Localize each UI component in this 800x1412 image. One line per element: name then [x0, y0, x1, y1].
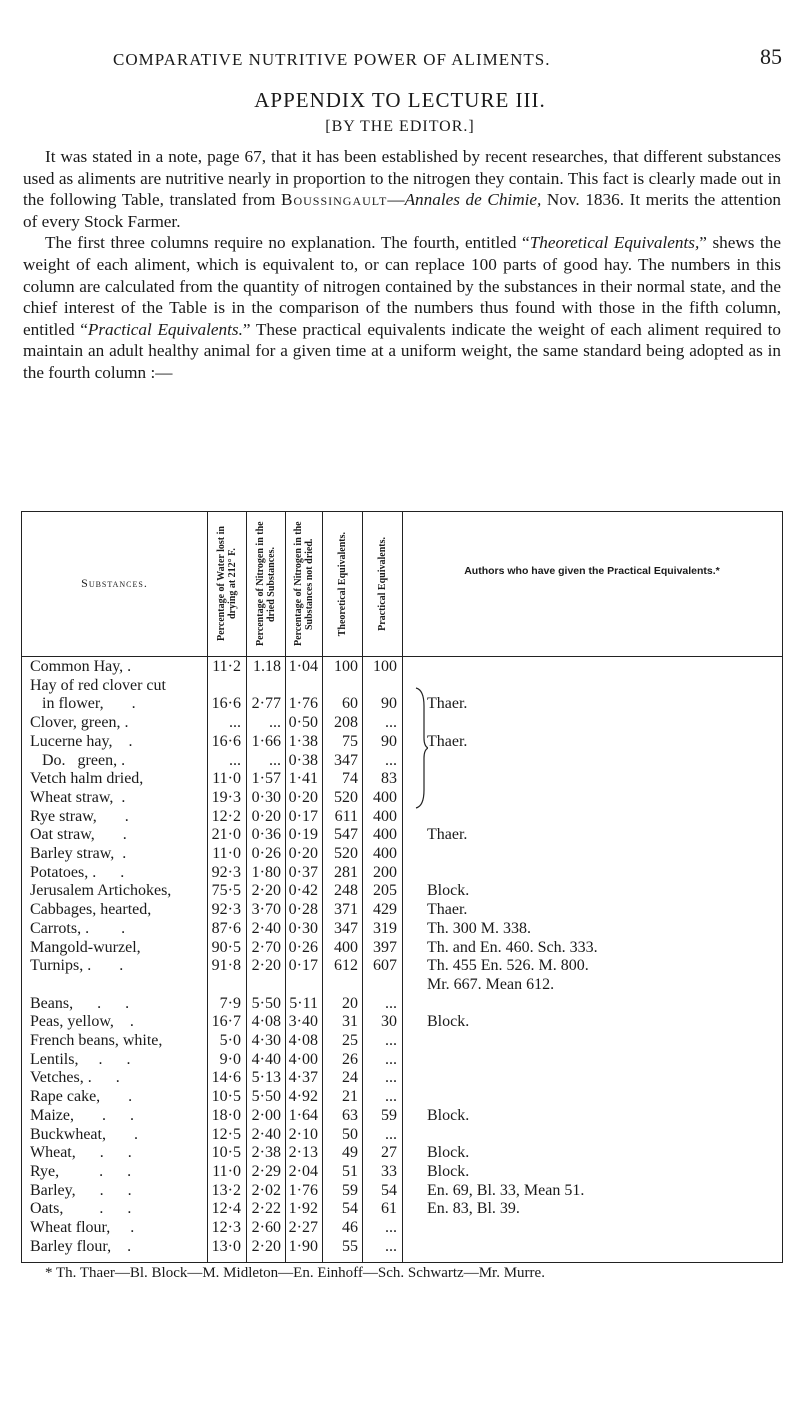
- cell-nn: 2·13: [288, 1144, 318, 1162]
- table-row: [22, 826, 782, 845]
- cell-pr: 400: [373, 788, 397, 806]
- substance-name: Jerusalem Artichokes,: [30, 882, 172, 900]
- cell-pr: 607: [373, 957, 397, 975]
- cell-nd: 4·40: [251, 1050, 281, 1068]
- cell-th: 50: [342, 1125, 358, 1143]
- cell-nn: 0·26: [288, 938, 318, 956]
- authors-cell: Thaer.: [427, 826, 468, 844]
- substance-name: Peas, yellow, .: [30, 1013, 134, 1031]
- authors-cell: Block.: [427, 1013, 470, 1031]
- substance-name: Common Hay, .: [30, 658, 132, 675]
- cell-pr: 100: [373, 658, 397, 675]
- cell-th: 51: [342, 1162, 358, 1180]
- cell-th: 520: [334, 845, 358, 862]
- cell-nd: 2·00: [251, 1106, 281, 1124]
- substance-name: Barley straw, .: [30, 845, 127, 862]
- cell-pr: 27: [381, 1144, 397, 1162]
- cell-nn: 4·00: [288, 1050, 318, 1068]
- cell-pr: ...: [385, 1069, 397, 1087]
- cell-pr: ...: [385, 1219, 397, 1236]
- cell-water: 16·7: [211, 1013, 241, 1031]
- appendix-title: APPENDIX TO LECTURE III.: [254, 88, 546, 112]
- table-row: [22, 1107, 782, 1126]
- cell-nn: 0·38: [288, 751, 318, 769]
- substance-name: Turnips, . .: [30, 957, 124, 975]
- substance-name: Oats, . .: [30, 1200, 132, 1218]
- cell-nn: 3·40: [288, 1013, 318, 1031]
- table-row: [22, 882, 782, 901]
- cell-water: 75·5: [211, 882, 241, 900]
- cell-pr: 90: [381, 732, 397, 750]
- cell-nn: 2·10: [288, 1125, 318, 1143]
- substance-name: Rye, . .: [30, 1162, 132, 1180]
- cell-nd: ...: [269, 751, 281, 769]
- table-row: [22, 939, 782, 958]
- cell-water: ...: [229, 714, 241, 732]
- table-row: [22, 1182, 782, 1201]
- cell-nn: 1·41: [288, 770, 318, 788]
- cell-nd: 2·29: [251, 1162, 281, 1180]
- substance-name: French beans, white,: [30, 1032, 163, 1049]
- cell-pr: ...: [385, 1050, 397, 1068]
- cell-nd: 1·57: [251, 770, 281, 788]
- cell-nn: 1·38: [288, 732, 318, 750]
- substance-name: Beans, . .: [30, 994, 130, 1012]
- cell-nd: 2·40: [251, 1125, 281, 1143]
- cell-th: 25: [342, 1032, 358, 1049]
- table-row: [22, 1200, 782, 1219]
- cell-nd: 2·20: [251, 1237, 281, 1255]
- cell-water: 10·5: [211, 1144, 241, 1162]
- table-row: [22, 1032, 782, 1051]
- authors-cell: Block.: [427, 1162, 470, 1180]
- cell-water: 87·6: [211, 919, 241, 937]
- cell-nd: 5·50: [251, 994, 281, 1012]
- cell-nd: 3·70: [251, 901, 281, 919]
- cell-nd: 2·22: [251, 1200, 281, 1218]
- cell-nn: 0·50: [288, 714, 318, 732]
- cell-water: 9·0: [219, 1050, 241, 1068]
- table-row: [22, 957, 782, 976]
- substance-name: Vetch halm dried,: [30, 770, 144, 788]
- cell-nd: ...: [269, 714, 281, 732]
- authors-cell: Thaer.: [427, 695, 468, 713]
- substance-name: Hay of red clover cut: [30, 676, 166, 694]
- cell-th: 60: [342, 695, 358, 713]
- substance-name: Maize, . .: [30, 1106, 134, 1124]
- substance-name: Do. green, .: [30, 751, 126, 769]
- cell-water: ...: [229, 751, 241, 769]
- cell-th: 49: [342, 1144, 358, 1162]
- cell-th: 26: [342, 1050, 358, 1068]
- cell-th: 24: [342, 1069, 358, 1087]
- cell-pr: ...: [385, 714, 397, 732]
- authors-cell: Th. 455 En. 526. M. 800.: [427, 957, 589, 975]
- cell-pr: 83: [381, 770, 397, 788]
- cell-pr: 61: [381, 1200, 397, 1218]
- header-nitrogen-dried: Percentage of Nitrogen in the dried Substances.: [254, 521, 277, 647]
- cell-th: 208: [334, 714, 358, 732]
- cell-th: 611: [334, 807, 358, 825]
- substance-name: Barley flour, .: [30, 1237, 132, 1255]
- cell-th: 248: [334, 882, 358, 900]
- running-head: COMPARATIVE NUTRITIVE POWER OF ALIMENTS.: [113, 50, 551, 69]
- cell-water: 13·0: [211, 1237, 241, 1255]
- cell-th: 63: [342, 1106, 358, 1124]
- substance-name: Carrots, . .: [30, 919, 126, 937]
- header-theoretical: Theoretical Equivalents.: [336, 531, 348, 637]
- cell-nn: 4·37: [288, 1069, 318, 1087]
- cell-water: 92·3: [211, 901, 241, 919]
- cell-th: 612: [334, 957, 358, 975]
- authors-cell: Mr. 667. Mean 612.: [427, 975, 555, 993]
- cell-nn: 1·04: [288, 658, 318, 675]
- cell-pr: 429: [373, 901, 397, 919]
- cell-nn: 2·27: [288, 1219, 318, 1236]
- table-row: [22, 677, 782, 696]
- substance-name: Clover, green, .: [30, 714, 129, 732]
- cell-nn: 1·76: [288, 1181, 318, 1199]
- cell-th: 21: [342, 1088, 358, 1106]
- cell-nn: 0·30: [288, 919, 318, 937]
- table-row: [22, 808, 782, 827]
- cell-th: 547: [334, 826, 358, 844]
- cell-th: 520: [334, 788, 358, 806]
- cell-pr: 200: [373, 863, 397, 881]
- substance-name: Rye straw, .: [30, 807, 129, 825]
- authors-cell: En. 83, Bl. 39.: [427, 1200, 520, 1218]
- cell-pr: 33: [381, 1162, 397, 1180]
- cell-nd: 0·30: [251, 788, 281, 806]
- brace-icon: [414, 686, 428, 810]
- cell-th: 75: [342, 732, 358, 750]
- cell-pr: 54: [381, 1181, 397, 1199]
- cell-pr: ...: [385, 1032, 397, 1049]
- cell-water: 16·6: [211, 695, 241, 713]
- cell-water: 92·3: [211, 863, 241, 881]
- table-row: [22, 752, 782, 771]
- table-row: [22, 695, 782, 714]
- cell-nd: 1·66: [251, 732, 281, 750]
- cell-nd: 4·30: [251, 1032, 281, 1049]
- cell-water: 19·3: [211, 788, 241, 806]
- cell-water: 21·0: [211, 826, 241, 844]
- footnote: * Th. Thaer—Bl. Block—M. Midleton—En. Einhoff—Sch. Schwartz—Mr. Murre.: [45, 1265, 545, 1281]
- table-row: [22, 920, 782, 939]
- cell-water: 7·9: [219, 994, 241, 1012]
- table-row: [22, 770, 782, 789]
- table-row: [22, 845, 782, 864]
- cell-water: 10·5: [211, 1088, 241, 1106]
- cell-water: 14·6: [211, 1069, 241, 1087]
- authors-cell: Block.: [427, 1106, 470, 1124]
- table-header: [22, 512, 782, 657]
- cell-water: 11·0: [212, 1162, 241, 1180]
- table-row: [22, 1238, 782, 1257]
- authors-cell: Th. 300 M. 338.: [427, 919, 531, 937]
- authors-cell: En. 69, Bl. 33, Mean 51.: [427, 1181, 585, 1199]
- paragraph-2: The first three columns require no explanation. The fourth, entitled “Theoretical Equivalents,” shews the weight of each aliment, which is equivalent to, or can replace 100 parts of good hay. The numbers in this column are calculated from the quantity of nitrogen contained by the substances in their normal state, and the chief interest of the Table is in the comparison of the numbers thus found with those in the fifth column, entitled “Practical Equivalents.” These practical equivalents indicate the weight of each aliment required to maintain an adult healthy animal for a given time at a uniform weight, the same standard being adopted as in the fourth column :—: [23, 233, 782, 382]
- cell-pr: 90: [381, 695, 397, 713]
- table-row: [22, 864, 782, 883]
- cell-pr: ...: [385, 751, 397, 769]
- cell-nn: 0·17: [288, 807, 318, 825]
- substance-name: Mangold-wurzel,: [30, 938, 141, 956]
- substance-name: Potatoes, . .: [30, 863, 125, 881]
- cell-nn: 0·42: [288, 882, 318, 900]
- substance-name: Cabbages, hearted,: [30, 901, 152, 919]
- cell-nd: 4·08: [251, 1013, 281, 1031]
- cell-th: 347: [334, 751, 358, 769]
- cell-th: 46: [342, 1219, 358, 1236]
- table-row: [22, 976, 782, 995]
- cell-th: 54: [342, 1200, 358, 1218]
- substance-name: Lucerne hay, .: [30, 732, 133, 750]
- table-row: [22, 901, 782, 920]
- cell-water: 11·0: [212, 845, 241, 862]
- cell-nd: 0·26: [251, 845, 281, 862]
- cell-nn: 4·08: [288, 1032, 318, 1049]
- cell-nd: 1·80: [251, 863, 281, 881]
- cell-nn: 2·04: [288, 1162, 318, 1180]
- table-row: [22, 1163, 782, 1182]
- page-number: 85: [760, 44, 782, 69]
- header-practical: Practical Equivalents.: [376, 537, 388, 631]
- authors-cell: Thaer.: [427, 901, 468, 919]
- cell-nd: 2·20: [251, 957, 281, 975]
- cell-th: 20: [342, 994, 358, 1012]
- cell-nn: 5·11: [289, 994, 318, 1012]
- cell-water: 12·5: [211, 1125, 241, 1143]
- cell-nn: 1·64: [288, 1106, 318, 1124]
- table-row: [22, 714, 782, 733]
- cell-water: 11·2: [212, 658, 241, 675]
- substance-name: Oat straw, .: [30, 826, 127, 844]
- cell-pr: 400: [373, 807, 397, 825]
- body-text: [23, 146, 781, 384]
- cell-th: 55: [342, 1237, 358, 1255]
- cell-nn: 0·28: [288, 901, 318, 919]
- cell-th: 281: [334, 863, 358, 881]
- cell-water: 12·3: [211, 1219, 241, 1236]
- table-row: [22, 733, 782, 752]
- cell-nd: 2·60: [251, 1219, 281, 1236]
- cell-water: 16·6: [211, 732, 241, 750]
- header-substances: Substances.: [81, 576, 148, 590]
- cell-pr: ...: [385, 1088, 397, 1106]
- substance-name: Wheat straw, .: [30, 788, 126, 806]
- header-water: Percentage of Water lost in drying at 212° F.: [215, 526, 238, 642]
- table-row: [22, 1219, 782, 1238]
- paragraph-1: It was stated in a note, page 67, that it has been established by recent researches, that different substances used as aliments are nutritive nearly in proportion to the nitrogen they contain. This fact is clearly made out in the following Table, translated from Boussingault—Annales de Chimie, Nov. 1836. It merits the attention of every Stock Farmer.: [23, 147, 782, 231]
- cell-water: 12·2: [211, 807, 241, 825]
- table-row: [22, 1088, 782, 1107]
- cell-water: 5·0: [219, 1032, 241, 1049]
- authors-cell: Block.: [427, 1144, 470, 1162]
- substance-name: Vetches, . .: [30, 1069, 120, 1087]
- substance-name: Barley, . .: [30, 1181, 132, 1199]
- cell-nn: 1·92: [288, 1200, 318, 1218]
- cell-pr: 400: [373, 845, 397, 862]
- cell-th: 347: [334, 919, 358, 937]
- substance-name: Wheat flour, .: [30, 1219, 135, 1236]
- table-row: [22, 1051, 782, 1070]
- cell-nd: 2·70: [251, 938, 281, 956]
- cell-water: 18·0: [211, 1106, 241, 1124]
- cell-nd: 0·36: [251, 826, 281, 844]
- substance-name: Wheat, . .: [30, 1144, 132, 1162]
- cell-th: 371: [334, 901, 358, 919]
- cell-pr: 397: [373, 938, 397, 956]
- table-row: [22, 658, 782, 677]
- header-authors: Authors who have given the Practical Equivalents.*: [464, 565, 720, 577]
- substance-name: Lentils, . .: [30, 1050, 131, 1068]
- cell-pr: 59: [381, 1106, 397, 1124]
- cell-nn: 0·20: [288, 845, 318, 862]
- cell-nn: 1·76: [288, 695, 318, 713]
- cell-nd: 1.18: [253, 658, 281, 675]
- substance-name: Rape cake, .: [30, 1088, 133, 1106]
- cell-pr: 400: [373, 826, 397, 844]
- cell-nd: 5·50: [251, 1088, 281, 1106]
- cell-nd: 2·77: [251, 695, 281, 713]
- authors-cell: Block.: [427, 882, 470, 900]
- table-row: [22, 1069, 782, 1088]
- cell-nn: 4·92: [288, 1088, 318, 1106]
- authors-cell: Th. and En. 460. Sch. 333.: [427, 938, 598, 956]
- cell-water: 11·0: [212, 770, 241, 788]
- cell-pr: ...: [385, 994, 397, 1012]
- cell-nd: 2·02: [251, 1181, 281, 1199]
- cell-th: 74: [342, 770, 358, 788]
- byline: [BY THE EDITOR.]: [325, 118, 475, 135]
- cell-water: 12·4: [211, 1200, 241, 1218]
- cell-water: 91·8: [211, 957, 241, 975]
- cell-nd: 2·38: [251, 1144, 281, 1162]
- table-row: [22, 1144, 782, 1163]
- cell-nn: 1·90: [288, 1237, 318, 1255]
- cell-th: 59: [342, 1181, 358, 1199]
- cell-water: 13·2: [211, 1181, 241, 1199]
- cell-nn: 0·17: [288, 957, 318, 975]
- cell-pr: 205: [373, 882, 397, 900]
- table-row: [22, 789, 782, 808]
- cell-nn: 0·19: [288, 826, 318, 844]
- cell-nd: 2·20: [251, 882, 281, 900]
- equivalents-table: [21, 511, 783, 1263]
- cell-nn: 0·37: [288, 863, 318, 881]
- header-nitrogen-not-dried: Percentage of Nitrogen in the Substances not dried.: [292, 521, 315, 647]
- cell-nd: 0·20: [251, 807, 281, 825]
- substance-name: Buckwheat, .: [30, 1125, 138, 1143]
- cell-pr: 30: [381, 1013, 397, 1031]
- cell-nd: 2·40: [251, 919, 281, 937]
- substance-name: in flower, .: [30, 695, 136, 713]
- cell-th: 400: [334, 938, 358, 956]
- cell-pr: ...: [385, 1125, 397, 1143]
- authors-cell: Thaer.: [427, 732, 468, 750]
- table-row: [22, 1013, 782, 1032]
- table-row: [22, 1126, 782, 1145]
- cell-nn: 0·20: [288, 788, 318, 806]
- cell-th: 31: [342, 1013, 358, 1031]
- cell-nd: 5·13: [251, 1069, 281, 1087]
- cell-water: 90·5: [211, 938, 241, 956]
- cell-th: 100: [334, 658, 358, 675]
- table-row: [22, 995, 782, 1014]
- cell-pr: 319: [373, 919, 397, 937]
- page-header: [0, 38, 800, 78]
- cell-pr: ...: [385, 1237, 397, 1255]
